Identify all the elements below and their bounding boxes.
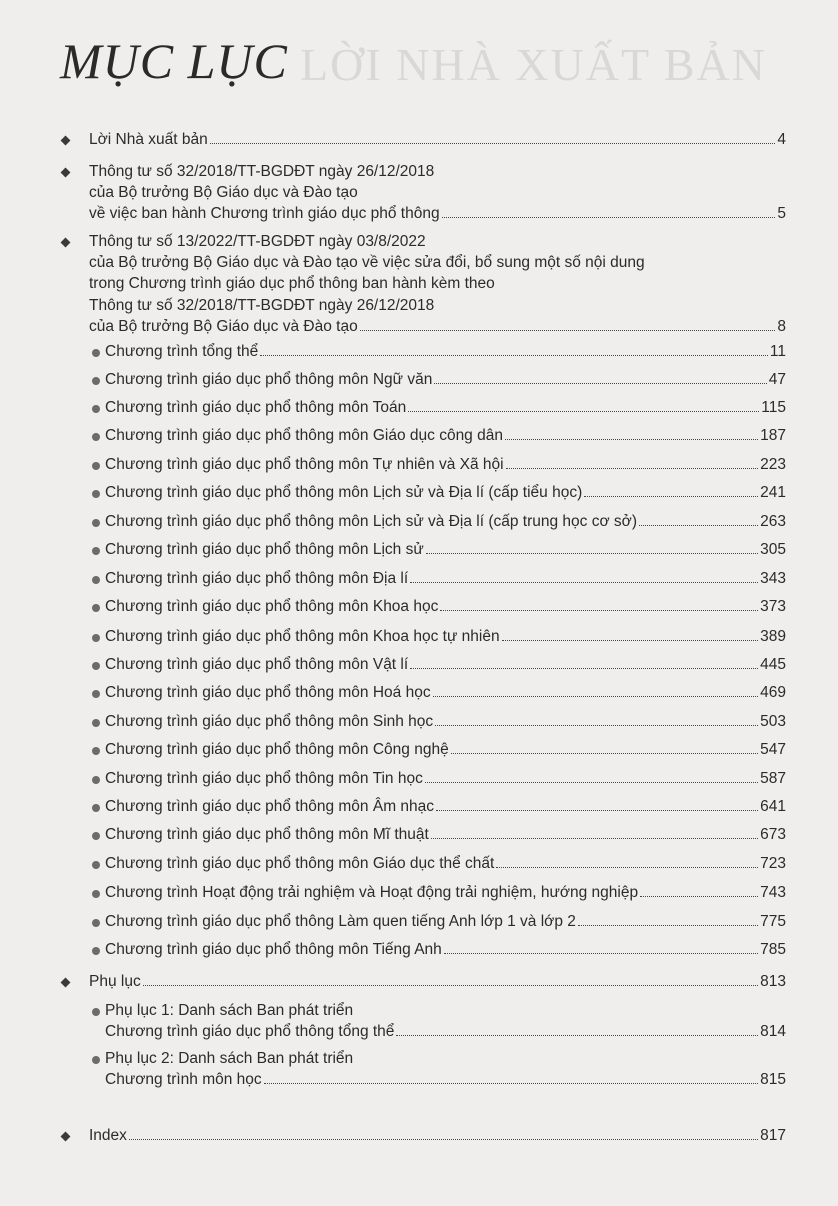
page-number: 817 [760,1127,786,1144]
page-number: 723 [760,855,786,872]
diamond-bullet-icon [61,136,71,146]
dot-leader [426,553,758,554]
page-number: 4 [777,131,786,148]
dot-leader [129,1139,758,1140]
page-number: 263 [760,513,786,530]
toc-entry-title: Chương trình giáo dục phổ thông môn Khoa học [105,598,439,615]
toc-entry-title: Chương trình giáo dục phổ thông môn Tin học [105,770,423,787]
page-number: 743 [760,884,786,901]
dot-leader [444,953,758,954]
page-number: 785 [760,941,786,958]
page-number: 503 [760,713,786,730]
page-number: 389 [760,628,786,645]
round-bullet-icon [92,747,100,755]
round-bullet-icon [92,890,100,898]
page-number: 813 [760,973,786,990]
toc-entry-title: về việc ban hành Chương trình giáo dục phổ thông [89,205,440,223]
page-number: 445 [760,656,786,673]
dot-leader [451,753,758,754]
round-bullet-icon [92,1008,100,1016]
toc-entry-title: Phụ lục [89,973,141,990]
dot-leader [210,143,776,144]
toc-entry-title: Chương trình môn học [105,1071,262,1089]
round-bullet-icon [92,719,100,727]
toc-entry-title: Chương trình giáo dục phổ thông môn Hoá học [105,684,431,701]
round-bullet-icon [92,634,100,642]
round-bullet-icon [92,490,100,498]
dot-leader [436,810,758,811]
dot-leader [434,383,766,384]
round-bullet-icon [92,349,100,357]
dot-leader [496,867,758,868]
page-number: 673 [760,826,786,843]
page-number: 815 [760,1071,786,1089]
page-number: 223 [760,456,786,473]
page-number: 587 [760,770,786,787]
round-bullet-icon [92,462,100,470]
dot-leader [578,925,758,926]
round-bullet-icon [92,519,100,527]
bleed-through-heading: LỜI NHÀ XUẤT BẢN [300,39,767,90]
page-number: 241 [760,484,786,501]
toc-entry-title: Chương trình giáo dục phổ thông môn Giáo dục thể chất [105,855,495,872]
toc-entry-title: Chương trình giáo dục phổ thông môn Mĩ thuật [105,826,429,843]
page-number: 47 [768,371,786,388]
page-number: 343 [760,570,786,587]
toc-entry-title: Chương trình giáo dục phổ thông môn Sinh học [105,713,434,730]
toc-entry-title: Index [89,1127,127,1144]
toc-entry-title: Chương trình giáo dục phổ thông môn Ngữ văn [105,371,433,388]
page-number: 11 [769,343,786,360]
round-bullet-icon [92,547,100,555]
dot-leader [435,725,758,726]
toc-entry-text-line: Phụ lục 1: Danh sách Ban phát triển [105,1002,354,1019]
page-number: 547 [760,741,786,758]
toc-entry-title: Chương trình giáo dục phổ thông môn Khoa học tự nhiên [105,628,500,645]
dot-leader [410,668,758,669]
toc-entry-title: Chương trình Hoạt động trải nghiệm và Hoạt động trải nghiệm, hướng nghiệp [105,884,639,901]
toc-entry-title: Lời Nhà xuất bản [89,131,208,148]
toc-entry-title: Chương trình giáo dục phổ thông Làm quen tiếng Anh lớp 1 và lớp 2 [105,913,576,930]
page-number: 5 [777,205,786,223]
toc-entry-text-line: Thông tư số 32/2018/TT-BGDĐT ngày 26/12/2018 [89,296,435,314]
toc-entry-title: Chương trình giáo dục phổ thông môn Tự nhiên và Xã hội [105,456,504,473]
toc-entry-text-line: Thông tư số 32/2018/TT-BGDĐT ngày 26/12/2018 [89,163,435,180]
dot-leader [425,782,758,783]
dot-leader [640,896,758,897]
page-number: 115 [761,399,786,416]
page-number: 373 [760,598,786,615]
dot-leader [408,411,759,412]
dot-leader [433,696,759,697]
dot-leader [260,355,768,356]
toc-entry-title: Chương trình giáo dục phổ thông môn Giáo dục công dân [105,427,503,444]
round-bullet-icon [92,776,100,784]
toc-entry-text-line: của Bộ trưởng Bộ Giáo dục và Đào tạo [89,184,358,202]
toc-entry-title: Chương trình giáo dục phổ thông môn Lịch sử và Địa lí (cấp trung học cơ sở) [105,513,638,530]
round-bullet-icon [92,804,100,812]
page-number: 814 [760,1023,786,1041]
toc-entry-title: Chương trình giáo dục phổ thông môn Lịch sử và Địa lí (cấp tiểu học) [105,484,583,501]
diamond-bullet-icon [61,1132,71,1142]
dot-leader [442,217,776,218]
dot-leader [264,1083,758,1084]
toc-entry-title: Chương trình giáo dục phổ thông môn Toán [105,399,407,416]
round-bullet-icon [92,433,100,441]
round-bullet-icon [92,861,100,869]
round-bullet-icon [92,947,100,955]
toc-entry-text-line: trong Chương trình giáo dục phổ thông ban hành kèm theo [89,275,495,293]
round-bullet-icon [92,604,100,612]
dot-leader [440,610,758,611]
round-bullet-icon [92,1056,100,1064]
dot-leader [360,330,776,331]
round-bullet-icon [92,377,100,385]
round-bullet-icon [92,832,100,840]
toc-entry-title: Chương trình giáo dục phổ thông tổng thể [105,1023,395,1041]
dot-leader [584,496,758,497]
page-number: 305 [760,541,786,558]
dot-leader [639,525,758,526]
toc-entry-title: Chương trình giáo dục phổ thông môn Địa lí [105,570,409,587]
dot-leader [506,468,759,469]
toc-entry-title: Chương trình giáo dục phổ thông môn Vật lí [105,656,409,673]
page-number: 469 [760,684,786,701]
dot-leader [410,582,758,583]
page-number: 775 [760,913,786,930]
toc-entry-title: Chương trình tổng thể [105,343,259,360]
toc-entry-title: Chương trình giáo dục phổ thông môn Lịch sử [105,541,424,558]
diamond-bullet-icon [61,238,71,248]
round-bullet-icon [92,405,100,413]
dot-leader [502,640,759,641]
toc-entry-title: Chương trình giáo dục phổ thông môn Công nghệ [105,741,449,758]
toc-entry-title: Chương trình giáo dục phổ thông môn Tiếng Anh [105,941,442,958]
diamond-bullet-icon [61,978,71,988]
toc-entry-text-line: Phụ lục 2: Danh sách Ban phát triển [105,1050,354,1067]
round-bullet-icon [92,576,100,584]
dot-leader [505,439,758,440]
toc-entry-text-line: của Bộ trưởng Bộ Giáo dục và Đào tạo về việc sửa đổi, bổ sung một số nội dung [89,254,645,272]
toc-entry-title: Chương trình giáo dục phổ thông môn Âm nhạc [105,798,435,815]
page-number: 8 [777,317,786,335]
round-bullet-icon [92,919,100,927]
page-number: 641 [760,798,786,815]
page-title: MỤC LỤC [60,33,288,89]
dot-leader [143,985,758,986]
diamond-bullet-icon [61,168,71,178]
toc-entry-text-line: Thông tư số 13/2022/TT-BGDĐT ngày 03/8/2022 [89,233,426,250]
toc-entry-title: của Bộ trưởng Bộ Giáo dục và Đào tạo [89,317,358,335]
dot-leader [396,1035,758,1036]
dot-leader [431,838,758,839]
round-bullet-icon [92,662,100,670]
round-bullet-icon [92,690,100,698]
page-number: 187 [760,427,786,444]
